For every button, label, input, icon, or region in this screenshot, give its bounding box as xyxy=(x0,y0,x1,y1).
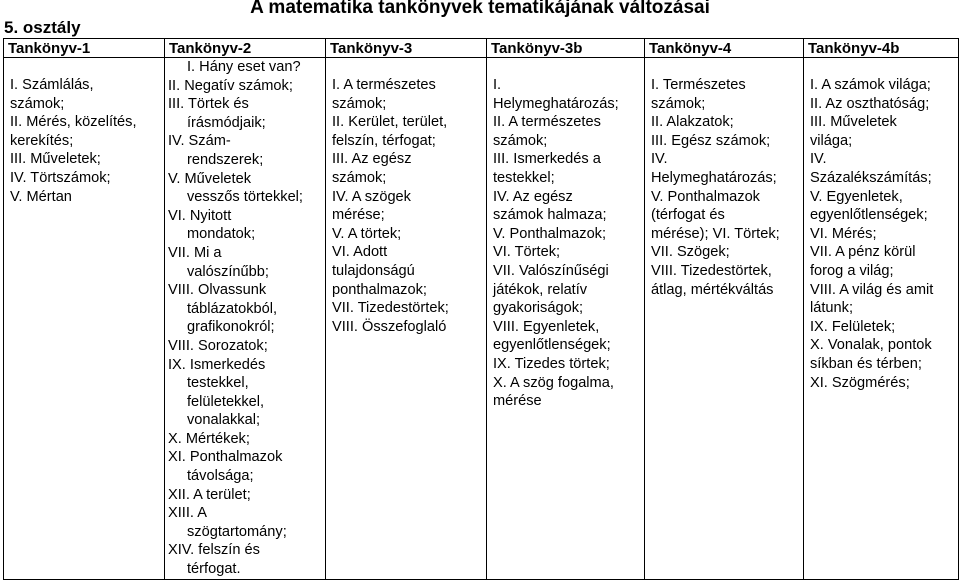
topic-line: átlag, mértékváltás xyxy=(651,281,774,298)
topic-line: X. Vonalak, pontok xyxy=(810,337,932,354)
topic-line: IV. xyxy=(651,151,668,168)
topic-line: számok halmaza; xyxy=(493,207,607,224)
topic-line: VIII. Tizedestörtek, xyxy=(651,262,772,279)
topic-item xyxy=(168,170,321,207)
topic-line: XIII. A xyxy=(168,505,207,522)
topic-line: VII. Valószínűségi xyxy=(493,262,609,279)
topic-item xyxy=(168,77,321,96)
tankonyv-2-topics xyxy=(165,58,326,580)
textbook-topics-table xyxy=(3,38,959,580)
topic-line: IV. Az egész xyxy=(493,188,573,205)
topic-line: testekkel; xyxy=(493,169,555,186)
topic-line: II. Kerület, terület, xyxy=(332,114,448,131)
header-tankonyv-2: Tankönyv-2 xyxy=(165,39,326,58)
topic-item xyxy=(168,337,321,356)
topic-line: I. A számok világa; xyxy=(810,77,931,93)
topic-item xyxy=(168,430,321,449)
topic-line: IV. xyxy=(810,151,827,168)
topic-line: Százalékszámítás; xyxy=(810,169,932,186)
topic-line: IX. Tizedes törtek; xyxy=(493,355,610,372)
topic-line: valószínűbb; xyxy=(187,263,269,280)
topic-line: IV. Szám- xyxy=(168,133,231,150)
topic-line: táblázatokból, xyxy=(187,300,278,317)
topic-line: IV. Törtszámok; xyxy=(10,169,111,186)
topic-line: VI. Nyitott xyxy=(168,207,232,224)
topic-line: VIII. A világ és amit xyxy=(810,281,934,298)
topic-line: I. Számlálás, xyxy=(10,77,94,93)
topic-line: számok; xyxy=(10,95,65,112)
topic-line: III. Az egész xyxy=(332,151,412,168)
tankonyv-4b-topics xyxy=(804,58,959,580)
topic-line: mérése); VI. Törtek; xyxy=(651,225,780,242)
topic-line: XI. Szögmérés; xyxy=(810,374,910,391)
topic-line: síkban és térben; xyxy=(810,355,922,372)
topic-line: V. Ponthalmazok; xyxy=(493,225,607,242)
tankonyv-3-topics xyxy=(326,58,487,580)
topic-line: X. A szög fogalma, xyxy=(493,374,614,391)
topic-line: számok; xyxy=(651,95,706,112)
header-tankonyv-3: Tankönyv-3 xyxy=(326,39,487,58)
topic-line: VI. Adott xyxy=(332,244,388,261)
topic-line: VI. Törtek; xyxy=(493,244,561,261)
header-row xyxy=(4,39,959,58)
topic-line: X. Mértékek; xyxy=(168,430,250,447)
topic-line: VI. Mérés; xyxy=(810,225,877,242)
topic-line: V. Mértan xyxy=(10,188,72,205)
topic-item xyxy=(168,244,321,281)
topic-line: mérése; xyxy=(332,207,385,224)
topic-line: vonalakkal; xyxy=(187,412,261,429)
topic-line: szögtartomány; xyxy=(187,523,287,540)
topic-line: számok; xyxy=(493,132,548,149)
topic-line: VII. Tizedestörtek; xyxy=(332,300,449,317)
topic-line: I. Hány eset van? xyxy=(187,59,301,75)
topic-line: II. A természetes xyxy=(493,114,601,131)
topic-line: VII. A pénz körül xyxy=(810,244,916,261)
topic-item xyxy=(168,356,321,430)
topic-line: játékok, relatív xyxy=(493,281,588,298)
tankonyv-4-topics xyxy=(645,58,804,580)
topic-line: III. Műveletek; xyxy=(10,151,101,168)
topic-line: III. Ismerkedés a xyxy=(493,151,601,168)
topic-item xyxy=(168,132,321,169)
topic-line: felszín, térfogat; xyxy=(332,132,436,149)
topic-line: V. A törtek; xyxy=(332,225,402,242)
topic-line: ponthalmazok; xyxy=(332,281,427,298)
grade-heading: 5. osztály xyxy=(4,18,81,37)
topic-line: I. xyxy=(493,77,502,93)
topic-line: VIII. Sorozatok; xyxy=(168,337,268,354)
topic-line: mondatok; xyxy=(187,226,256,243)
topic-line: számok; xyxy=(332,95,387,112)
topic-line: világa; xyxy=(810,132,853,149)
topic-item xyxy=(168,541,321,578)
header-tankonyv-3b: Tankönyv-3b xyxy=(487,39,645,58)
topic-line: V. Ponthalmazok xyxy=(651,188,760,205)
content-row xyxy=(4,58,959,580)
topic-line: II. Mérés, közelítés, xyxy=(10,114,137,131)
topic-line: távolsága; xyxy=(187,468,254,485)
topic-line: VII. Mi a xyxy=(168,244,222,261)
topic-line: egyenlőtlenségek; xyxy=(810,207,928,224)
topic-line: Helymeghatározás; xyxy=(651,169,777,186)
topic-line: írásmódjaik; xyxy=(187,114,266,131)
topic-line: számok; xyxy=(332,169,387,186)
topic-line: látunk; xyxy=(810,300,853,317)
topic-line: VIII. Olvassunk xyxy=(168,282,267,299)
topic-line: rendszerek; xyxy=(187,151,264,168)
topic-item xyxy=(168,486,321,505)
topic-line: vesszős törtekkel; xyxy=(187,189,303,206)
topic-line: IV. A szögek xyxy=(332,188,411,205)
topic-line: testekkel, xyxy=(187,375,249,392)
header-tankonyv-4: Tankönyv-4 xyxy=(645,39,804,58)
header-tankonyv-4b: Tankönyv-4b xyxy=(804,39,959,58)
topic-item xyxy=(168,281,321,337)
topic-line: VIII. Összefoglaló xyxy=(332,318,447,335)
topic-line: V. Egyenletek, xyxy=(810,188,903,205)
topic-line: IX. Ismerkedés xyxy=(168,356,266,373)
topic-line: IX. Felületek; xyxy=(810,318,896,335)
topic-line: III. Egész számok; xyxy=(651,132,771,149)
topic-line: II. Negatív számok; xyxy=(168,77,293,94)
topic-line: grafikonokról; xyxy=(187,319,275,336)
topic-line: XII. A terület; xyxy=(168,486,251,503)
topic-line: egyenlőtlenségek; xyxy=(493,337,611,354)
topic-item xyxy=(168,448,321,485)
topic-line: kerekítés; xyxy=(10,132,74,149)
topic-line: I. Természetes xyxy=(651,77,746,93)
topic-line: mérése xyxy=(493,393,542,410)
header-tankonyv-1: Tankönyv-1 xyxy=(4,39,165,58)
topic-line: VIII. Egyenletek, xyxy=(493,318,600,335)
topic-line: II. Az oszthatóság; xyxy=(810,95,930,112)
topic-item xyxy=(168,504,321,541)
topic-line: III. Műveletek xyxy=(810,114,897,131)
topic-line: Helymeghatározás; xyxy=(493,95,619,112)
topic-line: (térfogat és xyxy=(651,207,725,224)
topic-line: VII. Szögek; xyxy=(651,244,730,261)
topic-line: tulajdonságú xyxy=(332,262,415,279)
topic-line: I. A természetes xyxy=(332,77,436,93)
topic-line: III. Törtek és xyxy=(168,96,249,113)
topic-line: térfogat. xyxy=(187,561,241,578)
document-title: A matematika tankönyvek tematikájának változásai xyxy=(250,0,710,18)
topic-line: forog a világ; xyxy=(810,262,894,279)
topic-line: II. Alakzatok; xyxy=(651,114,734,131)
topic-line: XIV. felszín és xyxy=(168,542,260,559)
topic-item xyxy=(168,95,321,132)
tankonyv-1-topics xyxy=(4,58,165,580)
topic-line: gyakoriságok; xyxy=(493,300,584,317)
topic-line: XI. Ponthalmazok xyxy=(168,449,283,466)
tankonyv-3b-topics xyxy=(487,58,645,580)
topic-line: V. Műveletek xyxy=(168,170,252,187)
topic-item xyxy=(168,207,321,244)
topic-line: felületekkel, xyxy=(187,393,265,410)
